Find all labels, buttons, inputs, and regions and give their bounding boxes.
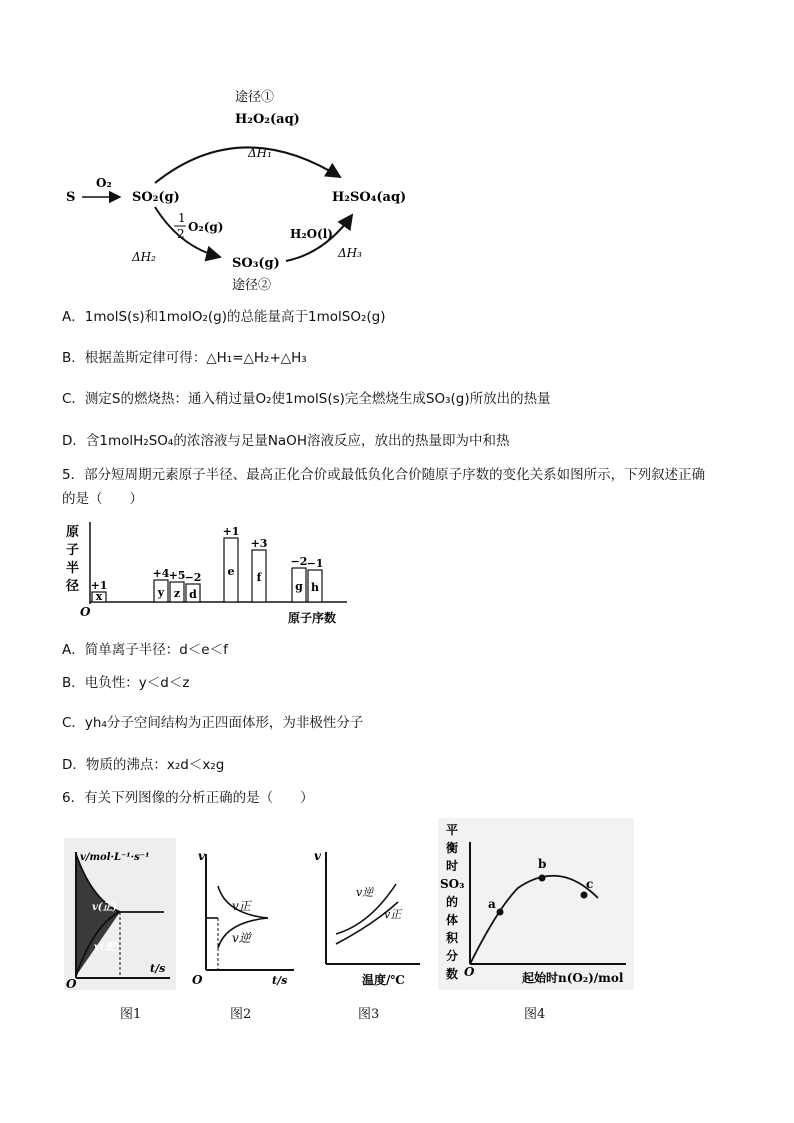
- fig1-graph: [64, 838, 176, 990]
- q5-bar-letter-g: g: [295, 580, 303, 593]
- q5-bar-letter-f: f: [256, 571, 262, 584]
- fig4-ylabel-5: 的: [446, 895, 459, 909]
- q5-bar-letter-e: e: [227, 565, 235, 578]
- q5-bar-valence-y: +4: [152, 567, 170, 580]
- route1-label: 途径①: [235, 90, 275, 105]
- fig1-origin: O: [66, 977, 77, 990]
- half-O2-label: O₂(g): [188, 220, 224, 234]
- fig4-label-c: c: [586, 877, 594, 891]
- q5-stem-line2: 的是（ ）: [62, 491, 143, 507]
- q5-ylabel-1: 原: [66, 525, 80, 540]
- fig4-graph: [438, 818, 634, 990]
- fig3-ylabel: v: [314, 849, 321, 863]
- q5-bar-valence-e: +1: [222, 525, 240, 538]
- fig4-xlabel: 起始时n(O₂)/mol: [522, 971, 624, 985]
- dH1-label: ΔH₁: [248, 146, 272, 160]
- q5-option-d: D．物质的沸点：x₂d＜x₂g: [62, 757, 225, 773]
- half-denominator: 2: [177, 227, 185, 241]
- fig2-graph: [188, 838, 300, 990]
- q5-stem-line1: 5．部分短周期元素原子半径、最高正化合价或最低负化合价随原子序数的变化关系如图所示，下列叙述正确: [62, 467, 706, 483]
- fig2-forward-label: v正: [232, 899, 251, 913]
- fig1-caption: 图1: [120, 1007, 142, 1022]
- dH3-label: ΔH₃: [338, 246, 362, 260]
- q5-bar-valence-f: +3: [250, 537, 268, 550]
- fig4-ylabel-4: SO₃: [440, 877, 465, 891]
- fig3-reverse-label: v逆: [356, 886, 374, 899]
- fig3-graph: [312, 838, 430, 990]
- q5-bar-valence-g: −2: [290, 555, 308, 568]
- q5-bar-valence-z: +5: [168, 569, 186, 582]
- q5-bar-valence-d: −2: [184, 571, 202, 584]
- q5-option-c: C．yh₄分子空间结构为正四面体形，为非极性分子: [62, 715, 364, 731]
- fig4-caption: 图4: [524, 1007, 546, 1022]
- fig2-xlabel: t/s: [272, 974, 288, 987]
- fig1-xlabel: t/s: [150, 962, 166, 975]
- H2O-label: H₂O(l): [290, 227, 333, 241]
- q5-bar-valence-h: −1: [306, 557, 324, 570]
- O2-label: O₂: [96, 176, 112, 190]
- fig1-ylabel: v/mol·L⁻¹·s⁻¹: [80, 852, 150, 863]
- fig3-caption: 图3: [358, 1007, 380, 1022]
- fig4-label-b: b: [538, 857, 547, 871]
- fig2-ylabel: v: [198, 849, 205, 863]
- SO2-label: SO₂(g): [132, 190, 180, 205]
- route2-label: 途径②: [232, 278, 272, 293]
- q4-option-b: B．根据盖斯定律可得：△H₁=△H₂+△H₃: [62, 350, 307, 366]
- fig2-origin: O: [192, 973, 203, 987]
- fig4-ylabel-7: 积: [446, 931, 459, 945]
- dH2-label: ΔH₂: [132, 250, 156, 264]
- fig4-ylabel-1: 平: [446, 823, 459, 837]
- q5-bar-letter-d: d: [189, 588, 197, 601]
- q6-stem: 6．有关下列图像的分析正确的是（ ）: [62, 790, 314, 806]
- q5-ylabel-3: 半: [66, 561, 80, 576]
- q4-option-d: D．含1molH₂SO₄的浓溶液与足量NaOH溶液反应，放出的热量即为中和热: [62, 433, 510, 449]
- fig4-ylabel-9: 数: [446, 967, 459, 981]
- q5-bar-letter-y: y: [157, 586, 165, 599]
- fig4-ylabel-3: 时: [446, 859, 459, 873]
- fig4-label-a: a: [488, 897, 496, 911]
- fig4-ylabel-6: 体: [446, 913, 459, 927]
- q5-bar-valence-x: +1: [90, 579, 108, 592]
- q5-bar-letter-h: h: [311, 581, 319, 594]
- H2SO4-label: H₂SO₄(aq): [332, 190, 407, 205]
- fig1-forward-label: v(正): [92, 902, 118, 913]
- fig1-reverse-label: v(逆): [94, 942, 120, 953]
- q4-option-c: C．测定S的燃烧热：通入稍过量O₂使1molS(s)完全燃烧生成SO₃(g)所放出的热量: [62, 391, 551, 407]
- q4-option-a: A．1molS(s)和1molO₂(g)的总能量高于1molSO₂(g): [62, 309, 386, 325]
- q5-ylabel-4: 径: [66, 579, 80, 594]
- SO3-label: SO₃(g): [232, 256, 280, 271]
- q5-xlabel: 原子序数: [288, 611, 337, 625]
- q5-option-b: B．电负性：y＜d＜z: [62, 675, 190, 691]
- fig3-forward-label: v正: [384, 908, 402, 921]
- q5-bar-letter-x: x: [95, 590, 103, 603]
- fig2-reverse-label: v逆: [232, 931, 251, 945]
- fig2-caption: 图2: [230, 1007, 252, 1022]
- q5-origin: O: [80, 605, 91, 619]
- fig4-ylabel-8: 分: [446, 949, 459, 963]
- q5-ylabel-2: 子: [66, 543, 80, 558]
- route-diagram: [60, 85, 420, 310]
- fig3-xlabel: 温度/℃: [362, 973, 405, 987]
- q5-bar-letter-z: z: [173, 587, 181, 600]
- S-label: S: [66, 190, 76, 205]
- fig4-point-b: [539, 875, 546, 882]
- q5-option-a: A．简单离子半径：d＜e＜f: [62, 642, 228, 658]
- fig4-ylabel-2: 衡: [446, 841, 459, 855]
- fig4-origin: O: [464, 965, 475, 979]
- fig4-point-a: [497, 909, 504, 916]
- atomic-radius-chart: [62, 518, 362, 628]
- half-numerator: 1: [178, 211, 186, 225]
- fig4-point-c: [581, 892, 588, 899]
- route1-reagent: H₂O₂(aq): [235, 112, 300, 127]
